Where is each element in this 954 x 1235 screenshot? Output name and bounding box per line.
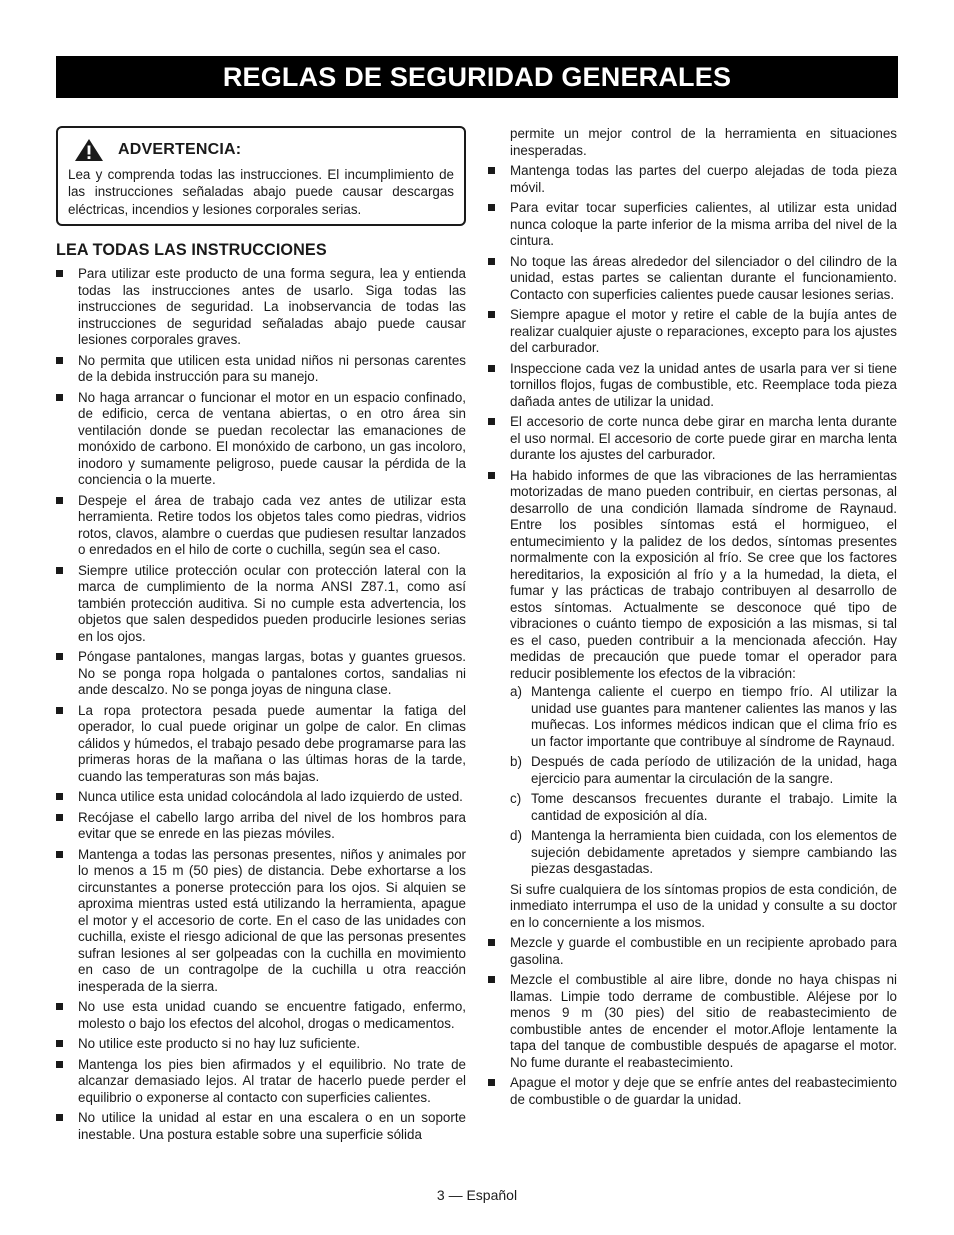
bullet-square-icon xyxy=(56,567,63,574)
list-item: Para evitar tocar superficies calientes, al utilizar esta unidad nunca coloque la parte inferior de la misma arriba del nivel de la cintura. xyxy=(488,200,897,250)
bullet-square-icon xyxy=(56,1061,63,1068)
warning-triangle-icon xyxy=(74,138,104,162)
sub-list-item: b) Después de cada período de utilización de la unidad, haga ejercicio para aumentar la circulación de la sangre. xyxy=(510,754,897,786)
section-heading: LEA TODAS LAS INSTRUCCIONES xyxy=(56,241,327,260)
right-bullet-list-b xyxy=(488,935,897,1108)
list-item: Mantenga a todas las personas presentes, niños y animales por lo menos a 15 m (50 pies) de distancia. Debe exhortarse a los circunstantes a ponerse protección para los ojos. Si alquien se aproxima mientras usted está utilizando la herramienta, apague el motor y el accesorio de corte. En el caso de las unidades con cuchilla, existe el riesgo adicional de que las personas presentes sufran lesiones al ser golpeadas con la cuchilla en movimiento en caso de un contragolpe de la cuchilla u otra reacción inesperada de la sierra. xyxy=(56,847,466,996)
bullet-square-icon xyxy=(488,939,495,946)
list-item: El accesorio de corte nunca debe girar en marcha lenta durante el uso normal. El accesorio de corte puede girar en marcha lenta durante los ajustes del carburador. xyxy=(488,414,897,464)
list-item: Inspeccione cada vez la unidad antes de usarla para ver si tiene tornillos flojos, fugas de combustible, etc. Reemplace toda pieza dañada antes de utilizar la unidad. xyxy=(488,361,897,411)
bullet-square-icon xyxy=(488,418,495,425)
bullet-square-icon xyxy=(56,707,63,714)
bullet-square-icon xyxy=(56,1040,63,1047)
list-item: Nunca utilice esta unidad colocándola al lado izquierdo de usted. xyxy=(56,789,466,806)
vibration-item xyxy=(488,468,897,932)
list-item: La ropa protectora pesada puede aumentar la fatiga del operador, lo cual puede originar un golpe de calor. En climas cálidos y húmedos, el trabajo pesado debe programarse para las primeras horas de la mañana o las últimas horas de la tarde, cuando las temperaturas son más bajas. xyxy=(56,703,466,786)
bullet-square-icon xyxy=(56,357,63,364)
page-title: REGLAS DE SEGURIDAD GENERALES xyxy=(56,56,898,98)
warning-title: ADVERTENCIA: xyxy=(118,141,242,158)
list-item: Para utilizar este producto de una forma segura, lea y entienda todas las instrucciones antes de usarlo. Siga todas las instrucciones de seguridad. La inobservancia de todas las instrucciones de seguridad señaladas abajo puede causar lesiones corporales graves. xyxy=(56,266,466,349)
right-column xyxy=(488,126,897,1112)
left-column xyxy=(56,124,466,1147)
list-item: No toque las áreas alrededor del silenciador o del cilindro de la unidad, estas partes se calientan durante el funcionamiento. Contacto con superficies calientes puede causar lesiones serias. xyxy=(488,254,897,304)
list-item: Mezcle y guarde el combustible en un recipiente aprobado para gasolina. xyxy=(488,935,897,968)
list-item: Mantenga los pies bien afirmados y el equilibrio. No trate de alcanzar demasiado lejos. Al tratar de hacerlo puede perder el equilibrio o exponerse al contacto con superficies calientes. xyxy=(56,1057,466,1107)
list-item: No utilice este producto si no hay luz suficiente. xyxy=(56,1036,466,1053)
bullet-square-icon xyxy=(488,311,495,318)
page-number: 3 — Español xyxy=(436,1187,518,1203)
bullet-square-icon xyxy=(56,814,63,821)
bullet-square-icon xyxy=(56,1003,63,1010)
bullet-square-icon xyxy=(488,472,495,479)
list-item: Mezcle el combustible al aire libre, donde no haya chispas ni llamas. Limpie todo derrame de combustible. Aléjese por lo menos 9 m (30 pies) del sitio de reabastecimiento de combustible antes de encender el motor.Afloje lentamente la tapa del tanque de combustible después de apagarse el motor. No fume durante el reabastecimiento. xyxy=(488,972,897,1071)
vibration-after-text: Si sufre cualquiera de los síntomas propios de esta condición, de inmediato interrumpa el uso de la unidad y consulte a su doctor en lo concerniente a los mismos. xyxy=(510,881,897,930)
vibration-text: Ha habido informes de que las vibraciones de las herramientas motorizadas de mano pueden contribuir, en ciertas personas, al desarrollo de una condición llamada síndrome de Raynaud. Entre los posibles síntomas está el hormigueo, el entumecimiento y la palidez de los dedos, síntomas presentes normalmente con la exposición al frío. Se cree que los factores hereditarios, la exposición al frío y a la humedad, la dieta, el fumar y las prácticas de trabajo contribuyen al desarrollo de estos síntomas. Actualmente se desconoce qué tipo de vibraciones o cuánto tiempo de exposición a las mismas, si tal es el caso, pueden contribuir a la mencionada afección. Hay medidas de precaución que puede tomar el operador para reducir posiblemente los efectos de la vibración: xyxy=(510,467,897,681)
bullet-square-icon xyxy=(56,270,63,277)
bullet-square-icon xyxy=(56,793,63,800)
list-item: Apague el motor y deje que se enfríe antes del reabastecimiento de combustible o de guardar la unidad. xyxy=(488,1075,897,1108)
bullet-square-icon xyxy=(56,1114,63,1121)
list-item: Siempre apague el motor y retire el cable de la bujía antes de realizar cualquier ajuste o reparaciones, excepto para los ajustes del carburador. xyxy=(488,307,897,357)
list-item: Recójase el cabello largo arriba del nivel de los hombros para evitar que se enrede en las piezas móviles. xyxy=(56,810,466,843)
warning-header xyxy=(74,138,454,162)
bullet-square-icon xyxy=(488,258,495,265)
bullet-square-icon xyxy=(488,1079,495,1086)
sub-list-item: c) Tome descansos frecuentes durante el trabajo. Limite la cantidad de exposición al día. xyxy=(510,791,897,823)
right-bullet-list-a xyxy=(488,163,897,931)
list-item: No haga arrancar o funcionar el motor en un espacio confinado, de edificio, cerca de ventana abiertas, o en otro área sin ventilación donde se puedan recolectar las emanaciones de monóxido de carbono. El monóxido de carbono, un gas incoloro, inodoro y sumamente peligroso, puede causar la pérdida de la conciencia o la muerte. xyxy=(56,390,466,489)
bullet-square-icon xyxy=(488,365,495,372)
bullet-square-icon xyxy=(56,653,63,660)
list-item: Mantenga todas las partes del cuerpo alejadas de toda pieza móvil. xyxy=(488,163,897,196)
list-item: No utilice la unidad al estar en una escalera o en un soporte inestable. Una postura estable sobre una superficie sólida xyxy=(56,1110,466,1143)
bullet-square-icon xyxy=(56,851,63,858)
list-item: No use esta unidad cuando se encuentre fatigado, enfermo, molesto o bajo los efectos del alcohol, drogas o medicamentos. xyxy=(56,999,466,1032)
warning-box xyxy=(56,126,466,226)
bullet-square-icon xyxy=(488,167,495,174)
vibration-sublist xyxy=(510,684,897,878)
list-item: No permita que utilicen esta unidad niños ni personas carentes de la debida instrucción para su manejo. xyxy=(56,353,466,386)
bullet-square-icon xyxy=(56,497,63,504)
list-item: Póngase pantalones, mangas largas, botas y guantes gruesos. No se ponga ropa holgada o pantalones cortos, sandalias ni ande descalzo. No se ponga joyas de ninguna clase. xyxy=(56,649,466,699)
continued-text: permite un mejor control de la herramienta en situaciones inesperadas. xyxy=(510,126,897,158)
bullet-square-icon xyxy=(56,394,63,401)
left-bullet-list xyxy=(56,266,466,1143)
bullet-square-icon xyxy=(488,204,495,211)
warning-text: Lea y comprenda todas las instrucciones. El incumplimiento de las instrucciones señaladas abajo puede causar descargas eléctricas, incendios y lesiones corporales serias. xyxy=(68,167,454,217)
list-item: Siempre utilice protección ocular con protección lateral con la marca de cumplimiento de la norma ANSI Z87.1, como así también protección auditiva. Si no cumple esta advertencia, los objetos que salen despedidos pueden producirle lesiones serias en los ojos. xyxy=(56,563,466,646)
bullet-square-icon xyxy=(488,976,495,983)
sub-list-item: a) Mantenga caliente el cuerpo en tiempo frío. Al utilizar la unidad use guantes para mantener calientes las manos y las muñecas. Los informes médicos indican que el clima frío es un factor importante que contribuye al síndrome de Raynaud. xyxy=(510,684,897,749)
list-item: Despeje el área de trabajo cada vez antes de utilizar esta herramienta. Retire todos los objetos tales como piedras, vidrios rotos, clavos, alambre o cuerdas que pudiesen resultar lanzados o enredados en el hilo de corte o cuchilla, según sea el caso. xyxy=(56,493,466,559)
sub-list-item: d) Mantenga la herramienta bien cuidada, con los elementos de sujeción debidamente apretados y siempre cambiando las piezas desgastadas. xyxy=(510,828,897,876)
